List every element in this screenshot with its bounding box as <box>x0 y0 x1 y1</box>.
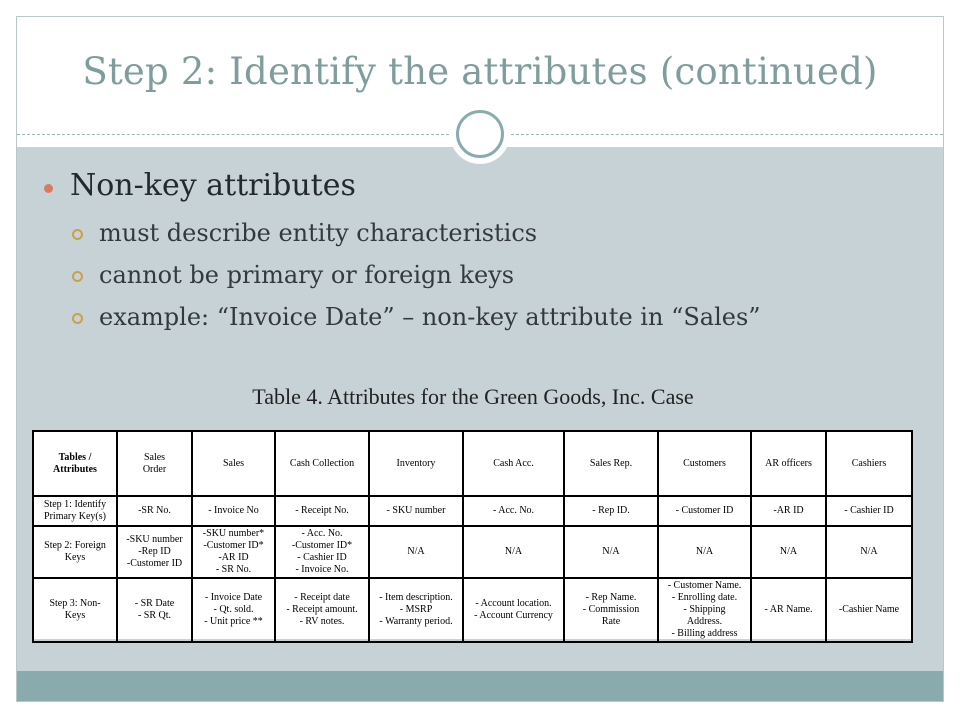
slide-title: Step 2: Identify the attributes (continued) <box>82 50 878 93</box>
circle-ornament-ring <box>456 110 504 158</box>
table-cell: - Invoice Date - Qt. sold. - Unit price ** <box>192 578 275 642</box>
main-bullet-text: Non-key attributes <box>70 168 356 203</box>
sub-bullet-ring-icon <box>72 271 83 282</box>
header-cell: Sales Order <box>117 431 192 496</box>
table-cell: - Rep Name. - Commission Rate <box>564 578 658 642</box>
table-cell: - Receipt date - Receipt amount. - RV notes. <box>275 578 369 642</box>
table-cell: N/A <box>658 526 751 578</box>
table-cell: N/A <box>564 526 658 578</box>
header-cell: Tables / Attributes <box>33 431 117 496</box>
table-cell: - Customer ID <box>658 496 751 526</box>
table-cell: N/A <box>463 526 564 578</box>
sub-bullet-text: example: “Invoice Date” – non-key attribute in “Sales” <box>99 303 761 331</box>
header-cell: Inventory <box>369 431 463 496</box>
header-cell: Customers <box>658 431 751 496</box>
header-cell: Cash Collection <box>275 431 369 496</box>
table-cell: - SR Date - SR Qt. <box>117 578 192 642</box>
table-cell: -SR No. <box>117 496 192 526</box>
table-cell: -SKU number -Rep ID -Customer ID <box>117 526 192 578</box>
header-cell: Sales Rep. <box>564 431 658 496</box>
table-cell: -SKU number* -Customer ID* -AR ID - SR No. <box>192 526 275 578</box>
sub-bullet-text: cannot be primary or foreign keys <box>99 261 515 289</box>
sub-bullet-ring-icon <box>72 229 83 240</box>
table-row <box>33 496 912 526</box>
table-cell: Step 1: Identify Primary Key(s) <box>33 496 117 526</box>
table-row <box>33 526 912 578</box>
table-cell: -AR ID <box>751 496 826 526</box>
table-cell: - Cashier ID <box>826 496 912 526</box>
table-header-row <box>33 431 912 496</box>
table-caption: Table 4. Attributes for the Green Goods, Inc. Case <box>252 384 694 409</box>
table-cell: Step 2: Foreign Keys <box>33 526 117 578</box>
attributes-table <box>32 430 913 643</box>
table-cell: - Item description. - MSRP - Warranty period. <box>369 578 463 642</box>
table-cell: - Acc. No. <box>463 496 564 526</box>
table-cell: - SKU number <box>369 496 463 526</box>
table-cell: - Acc. No. -Customer ID* - Cashier ID - Invoice No. <box>275 526 369 578</box>
table-cell: N/A <box>369 526 463 578</box>
header-cell: Cash Acc. <box>463 431 564 496</box>
sub-bullet-ring-icon <box>72 313 83 324</box>
header-cell: Cashiers <box>826 431 912 496</box>
table-cell: N/A <box>751 526 826 578</box>
table-cell: - Account location. - Account Currency <box>463 578 564 642</box>
table-row <box>33 578 912 642</box>
table-cell: - Customer Name. - Enrolling date. - Shipping Address. - Billing address <box>658 578 751 642</box>
table-cell: - Invoice No <box>192 496 275 526</box>
table-cell: - AR Name. <box>751 578 826 642</box>
circle-ornament <box>450 104 510 164</box>
footer-band <box>17 671 943 701</box>
sub-bullet-text: must describe entity characteristics <box>99 219 538 247</box>
table-cell: -Cashier Name <box>826 578 912 642</box>
header-cell: Sales <box>192 431 275 496</box>
bullet-dot-icon <box>44 184 53 193</box>
attributes-table-container <box>32 430 911 639</box>
header-cell: AR officers <box>751 431 826 496</box>
table-cell: - Rep ID. <box>564 496 658 526</box>
table-cell: - Receipt No. <box>275 496 369 526</box>
table-cell: N/A <box>826 526 912 578</box>
table-cell: Step 3: Non- Keys <box>33 578 117 642</box>
